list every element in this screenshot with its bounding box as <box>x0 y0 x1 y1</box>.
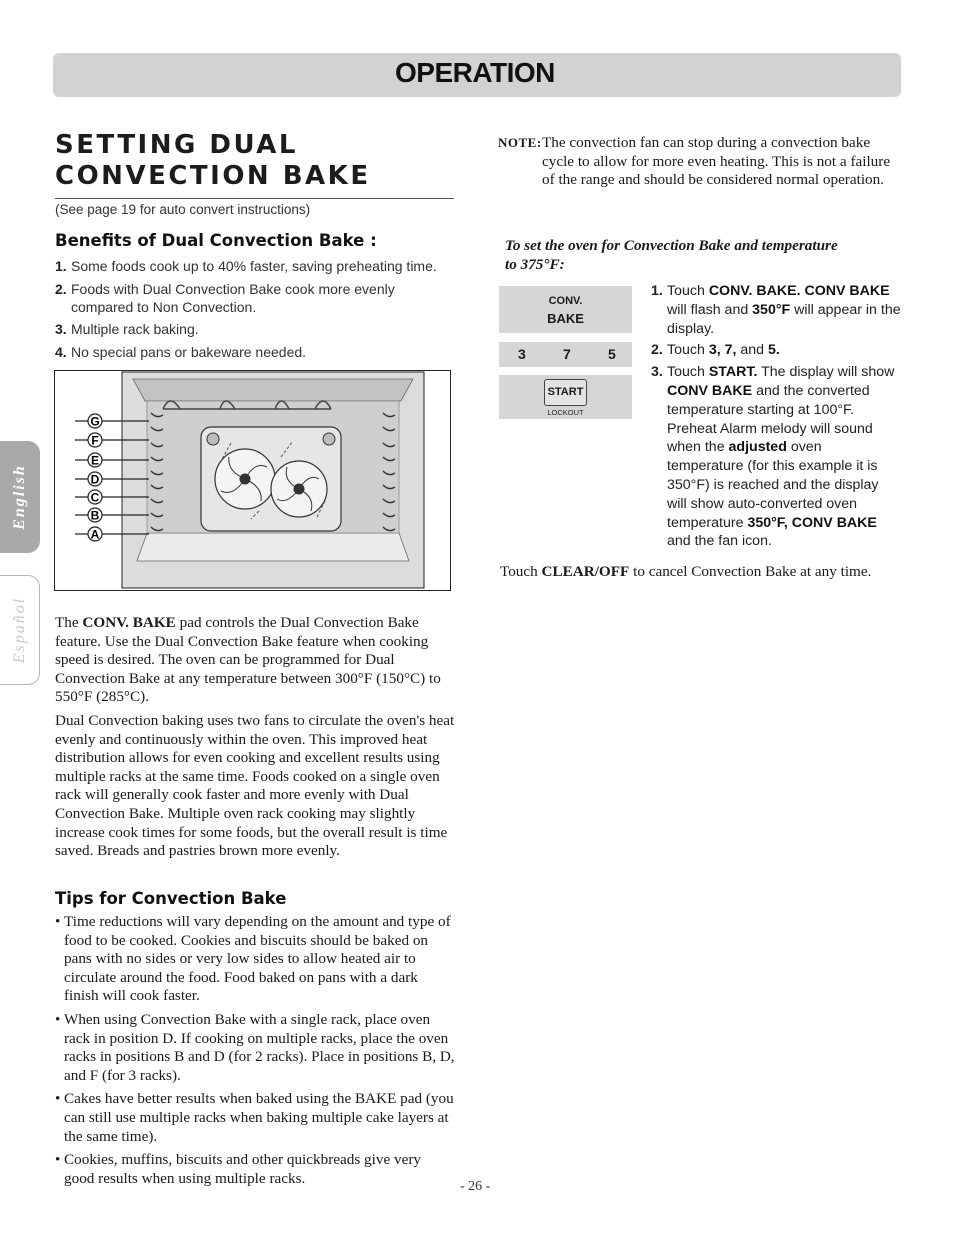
list-item: 4. No special pans or bakeware needed. <box>55 343 307 360</box>
number-pad-row <box>499 342 632 367</box>
oven-rack-diagram <box>54 370 451 591</box>
section-title: SETTING DUAL CONVECTION BAKE <box>55 130 454 199</box>
lockout-label: LOCKOUT <box>547 408 584 417</box>
note-label: NOTE: <box>498 135 542 150</box>
conv-bake-pad[interactable] <box>499 286 632 333</box>
tab-english[interactable] <box>0 441 40 553</box>
tips-list <box>55 913 455 1193</box>
page-number: - 26 - <box>460 1179 491 1194</box>
step-item: 3. Touch START. The display will show CONV BAKE and the converted temperature starting at 100°F. Preheat Alarm melody will sound when the adjusted oven temperature (for this example it is 350°F) is reached and the display will show auto-converted oven temperature 350°F, CONV BAKE and the fan icon. <box>651 364 895 550</box>
tab-english-label: English <box>10 464 28 530</box>
howto-heading: To set the oven for Convection Bake and temperature to 375°F: <box>505 237 838 274</box>
header-banner <box>53 53 901 97</box>
cancel-instruction: Touch CLEAR/OFF to cancel Convection Bake at any time. <box>500 563 872 580</box>
list-item: • Cookies, muffins, biscuits and other quickbreads give very good results when using multiple racks. <box>55 1151 455 1188</box>
conv-pad-label-2: BAKE <box>547 311 584 326</box>
rack-position-labels <box>88 414 102 542</box>
tab-spanish-label: Español <box>10 596 28 664</box>
rack-label-f: F <box>91 433 99 448</box>
list-item: • Cakes have better results when baked using the BAKE pad (you can still use multiple racks when baking multiple cake layers at the same time). <box>55 1090 455 1146</box>
intro-paragraph-1: The CONV. BAKE pad controls the Dual Convection Bake feature. Use the Dual Convection Bake feature when cooking speed is desired. The oven can be programmed for Dual Convection Bake at any temperature between 300°F (150°C) to 550°F (285°C). <box>55 614 441 706</box>
start-button[interactable]: START <box>544 379 587 406</box>
intro-paragraph-2: Dual Convection baking uses two fans to circulate the oven's heat evenly and continuously within the oven. This improved heat distribution allows for even cooking and excellent results using multiple racks at the same time. Foods cooked on a single oven rack will generally cook faster and more evenly with Dual Convection Bake. Multiple oven rack cooking may slightly increase cook times for some foods, but the overall result is time saved. Breads and pastries brown more evenly. <box>55 712 455 860</box>
list-item: 2. Foods with Dual Convection Bake cook more evenly compared to Non Convection. <box>55 280 395 315</box>
steps-list <box>651 282 901 554</box>
note-text: The convection fan can stop during a convection bake cycle to allow for more even heating. This is not a failure of the range and should be considered normal operation. <box>542 134 891 189</box>
rack-label-e: E <box>90 453 100 468</box>
step-item: 2. Touch 3, 7, and 5. <box>651 342 780 359</box>
list-item: 1. Some foods cook up to 40% faster, saving preheating time. <box>55 258 437 274</box>
tips-heading: Tips for Convection Bake <box>55 889 287 908</box>
rack-label-a: A <box>90 527 100 542</box>
list-item: 3. Multiple rack baking. <box>55 321 199 337</box>
digit-key-5[interactable]: 5 <box>608 346 616 362</box>
note-block <box>498 134 898 190</box>
rack-label-d: D <box>90 472 100 487</box>
digit-key-7[interactable]: 7 <box>563 346 571 362</box>
auto-convert-note: (See page 19 for auto convert instructions) <box>55 202 311 217</box>
step-item: 1. Touch CONV. BAKE. CONV BAKE will flash and 350°F will appear in the display. <box>651 283 901 337</box>
benefits-heading: Benefits of Dual Convection Bake : <box>55 231 377 250</box>
digit-key-3[interactable]: 3 <box>518 346 526 362</box>
start-pad <box>499 375 632 419</box>
rack-label-c: C <box>90 490 100 505</box>
conv-pad-label-1: CONV. <box>548 295 583 307</box>
rack-label-g: G <box>90 414 100 429</box>
page-title: OPERATION <box>395 57 555 88</box>
tab-spanish[interactable] <box>0 575 40 685</box>
list-item: • Time reductions will vary depending on the amount and type of food to be cooked. Cookies and biscuits should be baked on pans with no sides or very low sides to allow heated air to circulate around the food. Food baked on pans with a dark finish will cook faster. <box>55 913 455 1006</box>
benefits-list <box>55 257 455 365</box>
list-item: • When using Convection Bake with a single rack, place oven rack in position D. If cooking on multiple racks, place the oven racks in positions B and D (for 2 racks). Place in positions B, D, and F (for 3 racks). <box>55 1011 455 1085</box>
rack-label-b: B <box>90 508 100 523</box>
